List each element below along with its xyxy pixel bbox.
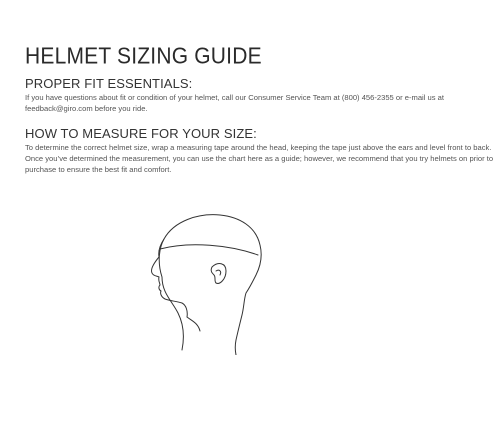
head-outline bbox=[159, 215, 261, 355]
proper-fit-heading: PROPER FIT ESSENTIALS: bbox=[25, 76, 193, 91]
face-profile bbox=[151, 239, 187, 317]
measure-heading: HOW TO MEASURE FOR YOUR SIZE: bbox=[25, 126, 257, 141]
head-measurement-icon bbox=[140, 205, 290, 355]
measure-text: To determine the correct helmet size, wrap a measuring tape around the head, keeping the tape just above the ears and level front to back. Once you’ve determined the measurement, you can use the chart here as a guide; however, we recommend that you try helmets on prior to purchase to ensure the best fit and comfort. bbox=[25, 143, 494, 174]
measuring-tape-line bbox=[160, 245, 258, 255]
page-title: HELMET SIZING GUIDE bbox=[25, 44, 262, 69]
ear bbox=[211, 264, 226, 284]
proper-fit-text: If you have questions about fit or condition of your helmet, call our Consumer Service Team at (800) 456-2355 or e-mail us at feedback@giro.com before you ride. bbox=[25, 93, 445, 113]
